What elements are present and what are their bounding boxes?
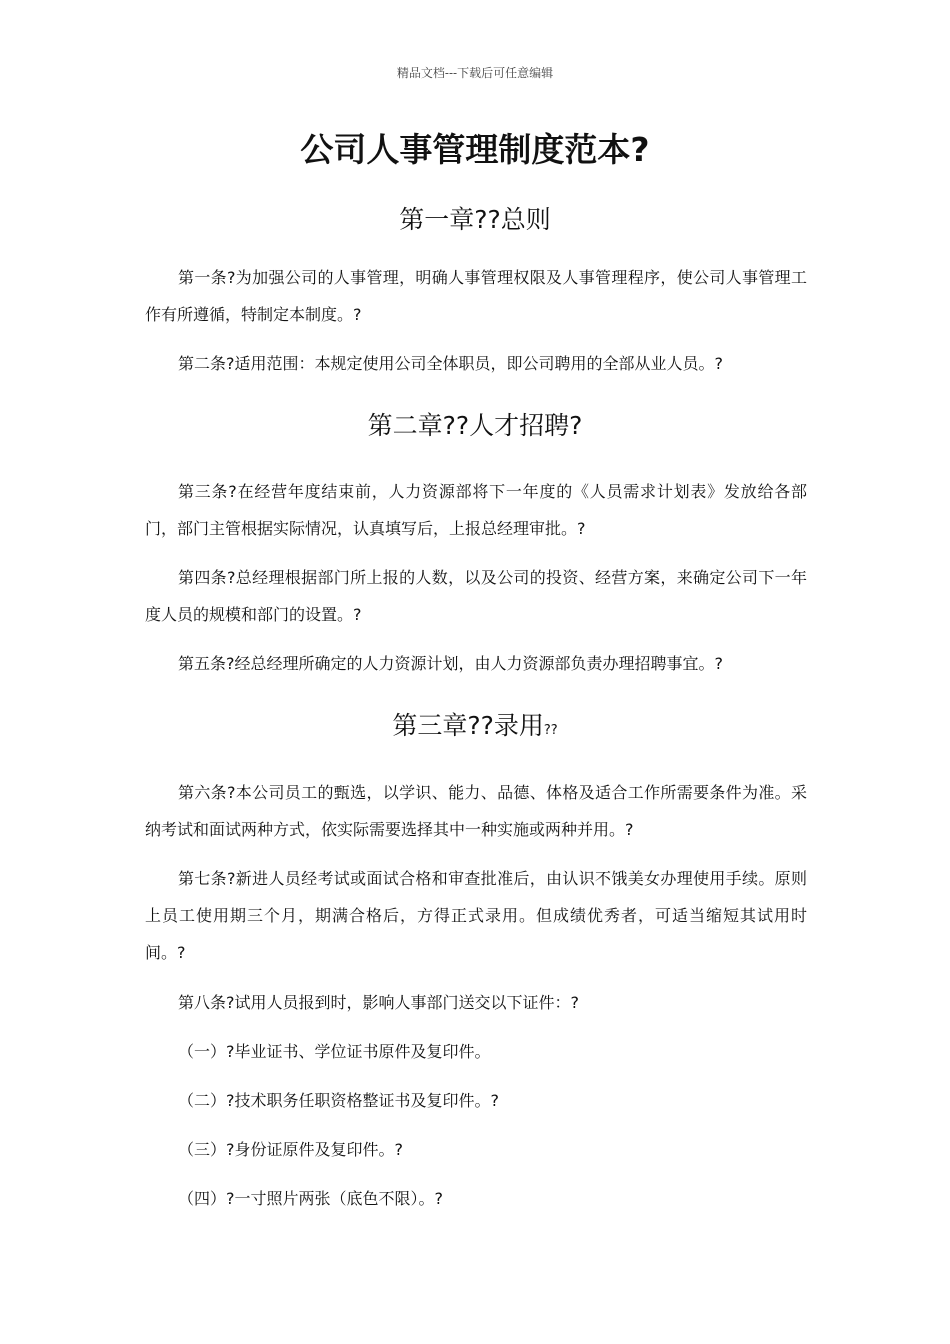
chapter-3-tail: ?? (543, 723, 558, 738)
chapter-3-title: 第三章??录用 (392, 711, 544, 740)
chapter-1-heading (0, 202, 950, 238)
chapter-2-heading (0, 408, 950, 444)
article-5: 第五条?经总经理所确定的人力资源计划，由人力资源部负责办理招聘事宜。? (178, 654, 723, 673)
article-4: 第四条?总经理根据部门所上报的人数，以及公司的投资、经营方案，来确定公司下一年度人员的规模和部门的设置。? (145, 568, 807, 624)
list-item: （三）?身份证原件及复印件。? (178, 1140, 403, 1159)
list-item: （四）?一寸照片两张（底色不限）。? (178, 1189, 443, 1208)
list-item: （二）?技术职务任职资格整证书及复印件。? (178, 1091, 499, 1110)
article-6: 第六条?本公司员工的甄选，以学识、能力、品德、体格及适合工作所需要条件为准。采纳考试和面试两种方式，依实际需要选择其中一种实施或两种并用。? (145, 783, 807, 839)
chapter-3-heading (0, 708, 950, 749)
article-8: 第八条?试用人员报到时，影响人事部门送交以下证件：? (178, 993, 579, 1012)
chapter-1-title: 第一章??总则 (399, 205, 551, 234)
chapter-2-title: 第二章??人才招聘? (367, 411, 583, 440)
document-title: 公司人事管理制度范本? (300, 130, 650, 169)
article-2: 第二条?适用范围：本规定使用公司全体职员，即公司聘用的全部从业人员。? (178, 354, 723, 373)
article-1: 第一条?为加强公司的人事管理，明确人事管理权限及人事管理程序，使公司人事管理工作有所遵循，特制定本制度。? (145, 268, 807, 324)
article-3: 第三条?在经营年度结束前，人力资源部将下一年度的《人员需求计划表》发放给各部门，部门主管根据实际情况，认真填写后，上报总经理审批。? (145, 482, 807, 538)
page-header: 精品文档---下载后可任意编辑 (396, 66, 554, 80)
article-7: 第七条?新进人员经考试或面试合格和审查批准后，由认识不饿美女办理使用手续。原则上员工使用期三个月，期满合格后，方得正式录用。但成绩优秀者，可适当缩短其试用时间。? (145, 869, 807, 962)
list-item: （一）?毕业证书、学位证书原件及复印件。 (178, 1042, 491, 1061)
